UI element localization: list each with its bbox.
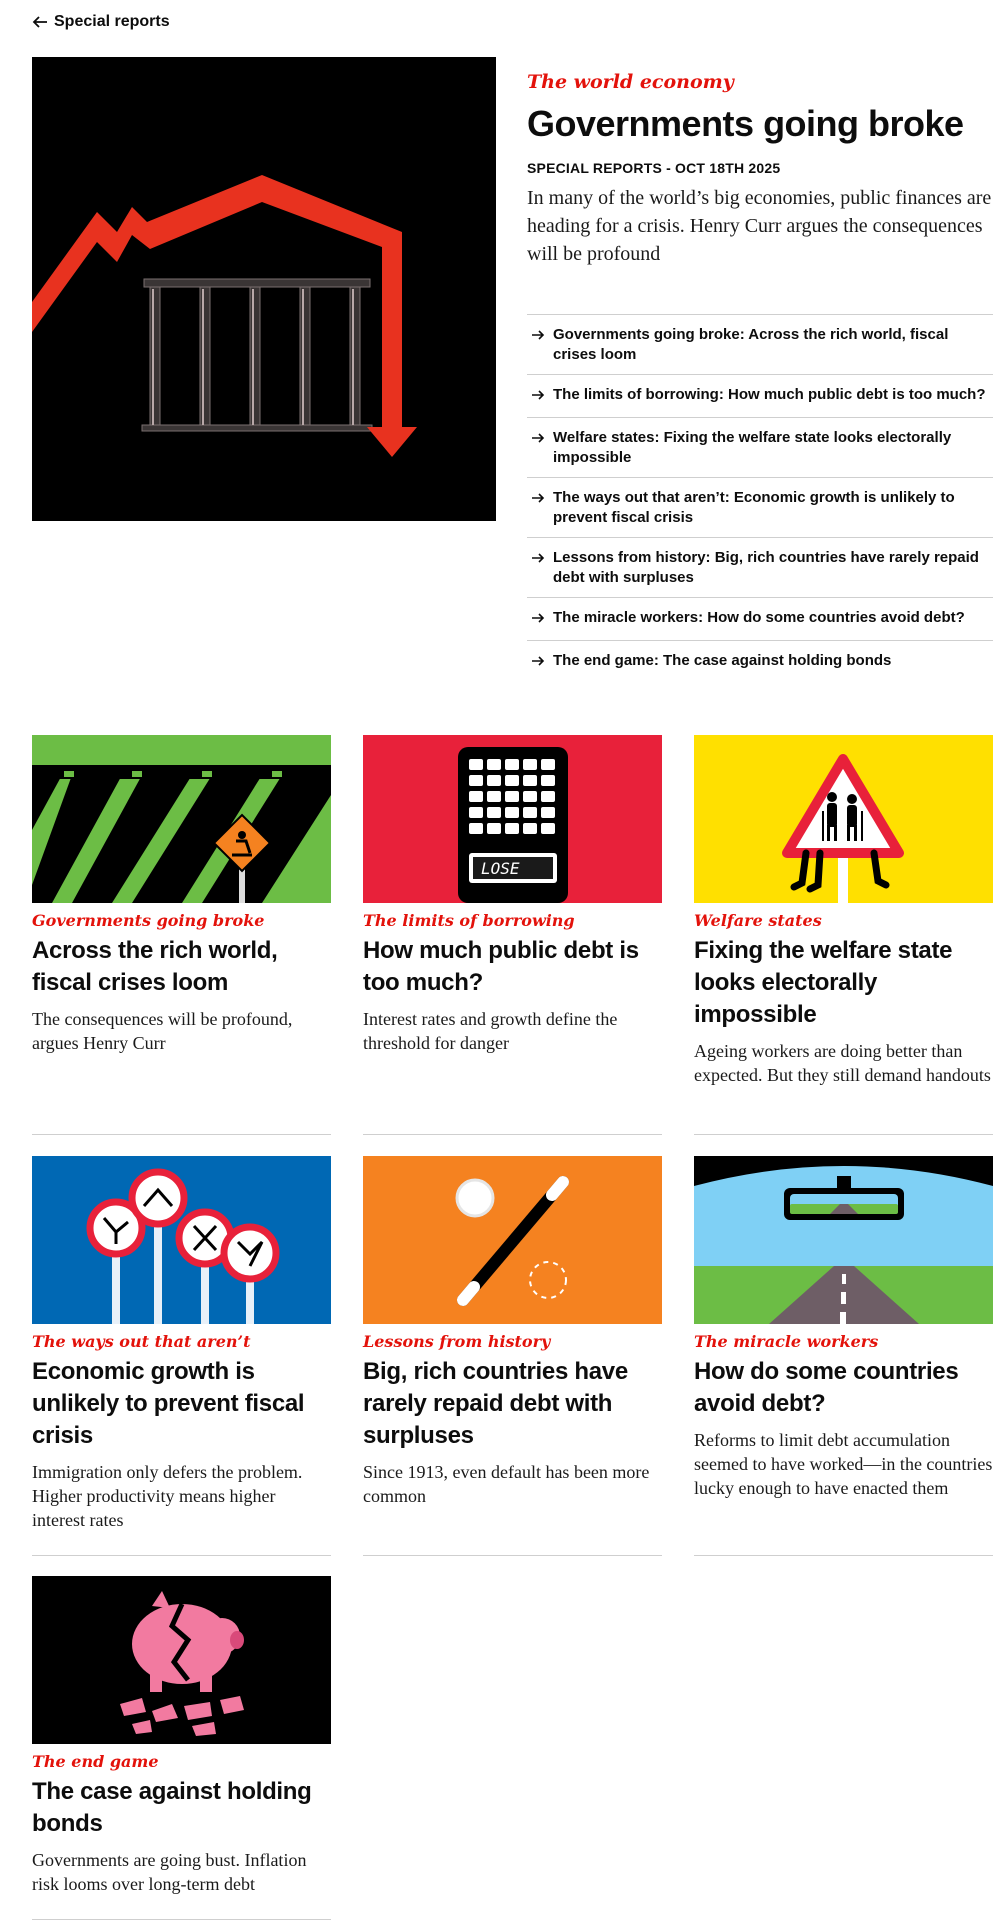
article-card-welfare-states[interactable] [694,735,993,1135]
card-description: Immigration only defers the problem. Higher productivity means higher interest rates [32,1462,303,1530]
card-kicker: Lessons from history [363,1332,551,1351]
table-of-contents [527,314,993,683]
toc-item-label[interactable]: Welfare states: Fixing the welfare state looks electorally impossible [553,429,952,466]
article-card-lessons-from-history[interactable] [363,1156,662,1556]
back-link-label: Special reports [54,13,170,30]
card-kicker: The miracle workers [694,1332,879,1351]
article-card-ways-out-that-arent[interactable] [32,1156,331,1556]
hero-kicker: The world economy [527,71,734,93]
arrow-right-icon [531,548,547,588]
arrow-right-icon [531,651,547,674]
hero-description: In many of the world’s big economies, public finances are heading for a crisis. Henry Curr argues the consequences will be profound [527,187,992,265]
article-thumbnail[interactable] [32,1576,331,1744]
card-title[interactable]: Fixing the welfare state looks electorally impossible [694,937,953,1028]
page-title: Governments going broke [527,103,964,144]
article-thumbnail[interactable] [32,1156,331,1324]
card-title[interactable]: Big, rich countries have rarely repaid debt with surpluses [363,1358,628,1449]
toc-item[interactable] [527,538,993,598]
card-title[interactable]: Economic growth is unlikely to prevent fiscal crisis [32,1358,305,1449]
arrow-right-icon [531,608,547,631]
card-title[interactable]: How much public debt is too much? [363,937,639,996]
card-kicker: Welfare states [694,911,822,930]
back-to-special-reports-link[interactable] [32,13,170,31]
card-kicker: Governments going broke [32,911,265,930]
card-description: Since 1913, even default has been more common [363,1462,650,1506]
toc-item-label[interactable]: The end game: The case against holding bonds [553,652,892,669]
card-description: Reforms to limit debt accumulation seemed to have worked—in the countries lucky enough to have enacted them [694,1430,993,1498]
toc-item-label[interactable]: The limits of borrowing: How much public debt is too much? [553,386,986,403]
card-kicker: The limits of borrowing [363,911,575,930]
toc-item[interactable] [527,375,993,418]
article-card-miracle-workers[interactable] [694,1156,993,1556]
article-thumbnail[interactable] [363,1156,662,1324]
card-description: Interest rates and growth define the threshold for danger [363,1009,618,1053]
toc-item-label[interactable]: The miracle workers: How do some countries avoid debt? [553,609,965,626]
card-kicker: The ways out that aren’t [32,1332,251,1351]
article-thumbnail[interactable] [694,735,993,903]
card-kicker: The end game [32,1752,159,1771]
article-thumbnail[interactable] [694,1156,993,1324]
arrow-right-icon [531,488,547,528]
arrow-right-icon [531,385,547,408]
toc-item[interactable] [527,598,993,641]
article-thumbnail[interactable] [363,735,662,903]
card-description: Governments are going bust. Inflation risk looms over long-term debt [32,1850,307,1894]
article-card-end-game[interactable] [32,1576,331,1920]
hero-image [32,57,496,521]
arrow-right-icon [531,428,547,468]
card-description: The consequences will be profound, argues Henry Curr [32,1009,293,1053]
card-title[interactable]: The case against holding bonds [32,1778,312,1837]
card-title[interactable]: Across the rich world, fiscal crises loom [32,937,278,996]
arrow-left-icon [32,14,48,30]
toc-item[interactable] [527,315,993,375]
article-thumbnail[interactable] [32,735,331,903]
toc-item-label[interactable]: Governments going broke: Across the rich world, fiscal crises loom [553,326,949,363]
arrow-right-icon [531,325,547,365]
toc-item-label[interactable]: The ways out that aren’t: Economic growth is unlikely to prevent fiscal crisis [553,489,955,526]
toc-item-label[interactable]: Lessons from history: Big, rich countries have rarely repaid debt with surpluses [553,549,979,586]
toc-item[interactable] [527,418,993,478]
card-description: Ageing workers are doing better than expected. But they still demand handouts [694,1041,991,1085]
article-card-limits-of-borrowing[interactable] [363,735,662,1135]
card-title[interactable]: How do some countries avoid debt? [694,1358,959,1417]
toc-item[interactable] [527,641,993,683]
calculator-display-text: LOSE [481,859,520,878]
toc-item[interactable] [527,478,993,538]
hero-meta: SPECIAL REPORTS - OCT 18TH 2025 [527,160,781,176]
hero-text-block [527,70,993,268]
article-card-governments-going-broke[interactable] [32,735,331,1135]
